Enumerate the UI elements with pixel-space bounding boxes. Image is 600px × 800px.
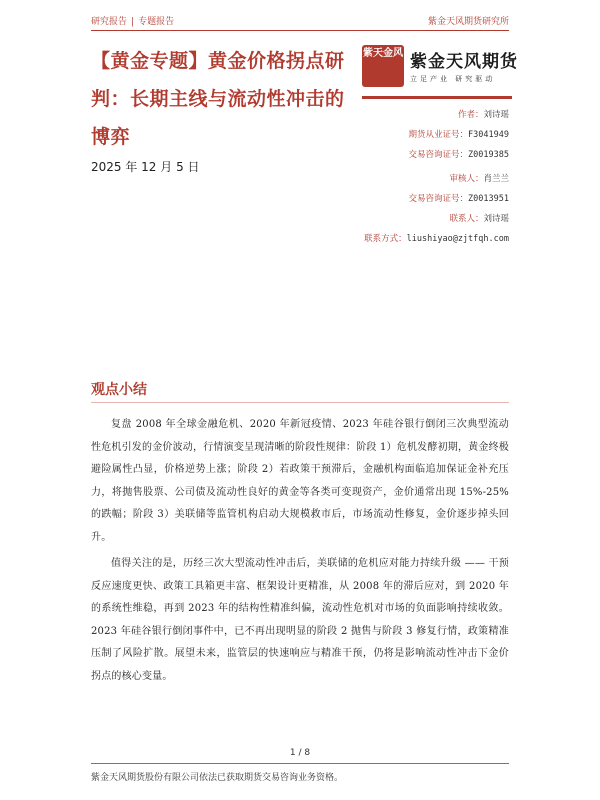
header-institute: 紫金天风期货研究所	[427, 17, 509, 27]
header-report-type	[91, 14, 174, 27]
header-separator: |	[131, 17, 135, 27]
analyst-row-reviewer-id: 交易咨询证号：Z0013951	[408, 194, 509, 204]
analyst-row-license: 期货从业证号：F3041949	[408, 130, 509, 140]
logo-divider	[362, 96, 512, 99]
report-date: 2025 年 12 月 5 日	[91, 160, 200, 174]
summary-paragraph: 值得关注的是，历经三次大型流动性冲击后，美联储的危机应对能力持续升级 —— 干预反应速度更快、政策工具箱更丰富、框架设计更精准，从 2008 年的滞后应对，到 2020 年的系统性维稳，再到 2023 年的结构性精准纠偏，流动性危机对市场的负面影响持续收敛。2023 年硅谷银行倒闭事件中，已不再出现明显的阶段 2 抛售与阶段 3 修复行情，政策精准压制了风险扩散。展望未来，监管层的快速响应与精准干预，仍将是影响流动性冲击下金价拐点的核心变量。	[91, 558, 509, 682]
analyst-row-email[interactable]: 联系方式：liushiyao@zjtfqh.com	[364, 234, 509, 244]
page-number: 1 / 8	[289, 748, 311, 758]
logo-mark-icon: 紫天金风	[362, 45, 404, 87]
summary-paragraph: 复盘 2008 年全球金融危机、2020 年新冠疫情、2023 年硅谷银行倒闭三次典型流动性危机引发的金价波动，行情演变呈现清晰的阶段性规律：阶段 1）危机发酵初期，黄金终极避险属性凸显，价格逆势上涨；阶段 2）若政策干预滞后，金融机构面临追加保证金补充压力，将抛售股票、公司债及流动性良好的黄金等各类可变现资产，金价通常出现 15%-25% 的跌幅；阶段 3）美联储等监管机构启动大规模救市后，市场流动性修复，金价逐步掉头回升。	[91, 419, 509, 543]
analyst-row-consult-id: 交易咨询证号：Z0019385	[408, 150, 509, 160]
logo-slogan: 立足产业 研究驱动	[410, 75, 496, 83]
report-title: 【黄金专题】黄金价格拐点研判：长期主线与流动性冲击的博弈	[91, 50, 345, 148]
header-label-research: 研究报告	[91, 17, 128, 27]
analyst-row-contact: 联系人：刘诗瑶	[449, 214, 509, 224]
footer-disclaimer: 紫金天风期货股份有限公司依法已获取期货交易咨询业务资格。	[91, 773, 344, 783]
header-divider	[91, 30, 509, 31]
section-title: 观点小结	[91, 382, 147, 398]
analyst-row-author: 作者：刘诗瑶	[457, 110, 509, 120]
footer-divider	[91, 763, 509, 764]
section-divider	[91, 402, 509, 403]
logo-company-name: 紫金天风期货	[410, 52, 518, 72]
company-logo	[362, 45, 518, 89]
analyst-row-reviewer: 审核人：肖兰兰	[449, 174, 509, 184]
header-label-special: 专题报告	[138, 17, 175, 27]
